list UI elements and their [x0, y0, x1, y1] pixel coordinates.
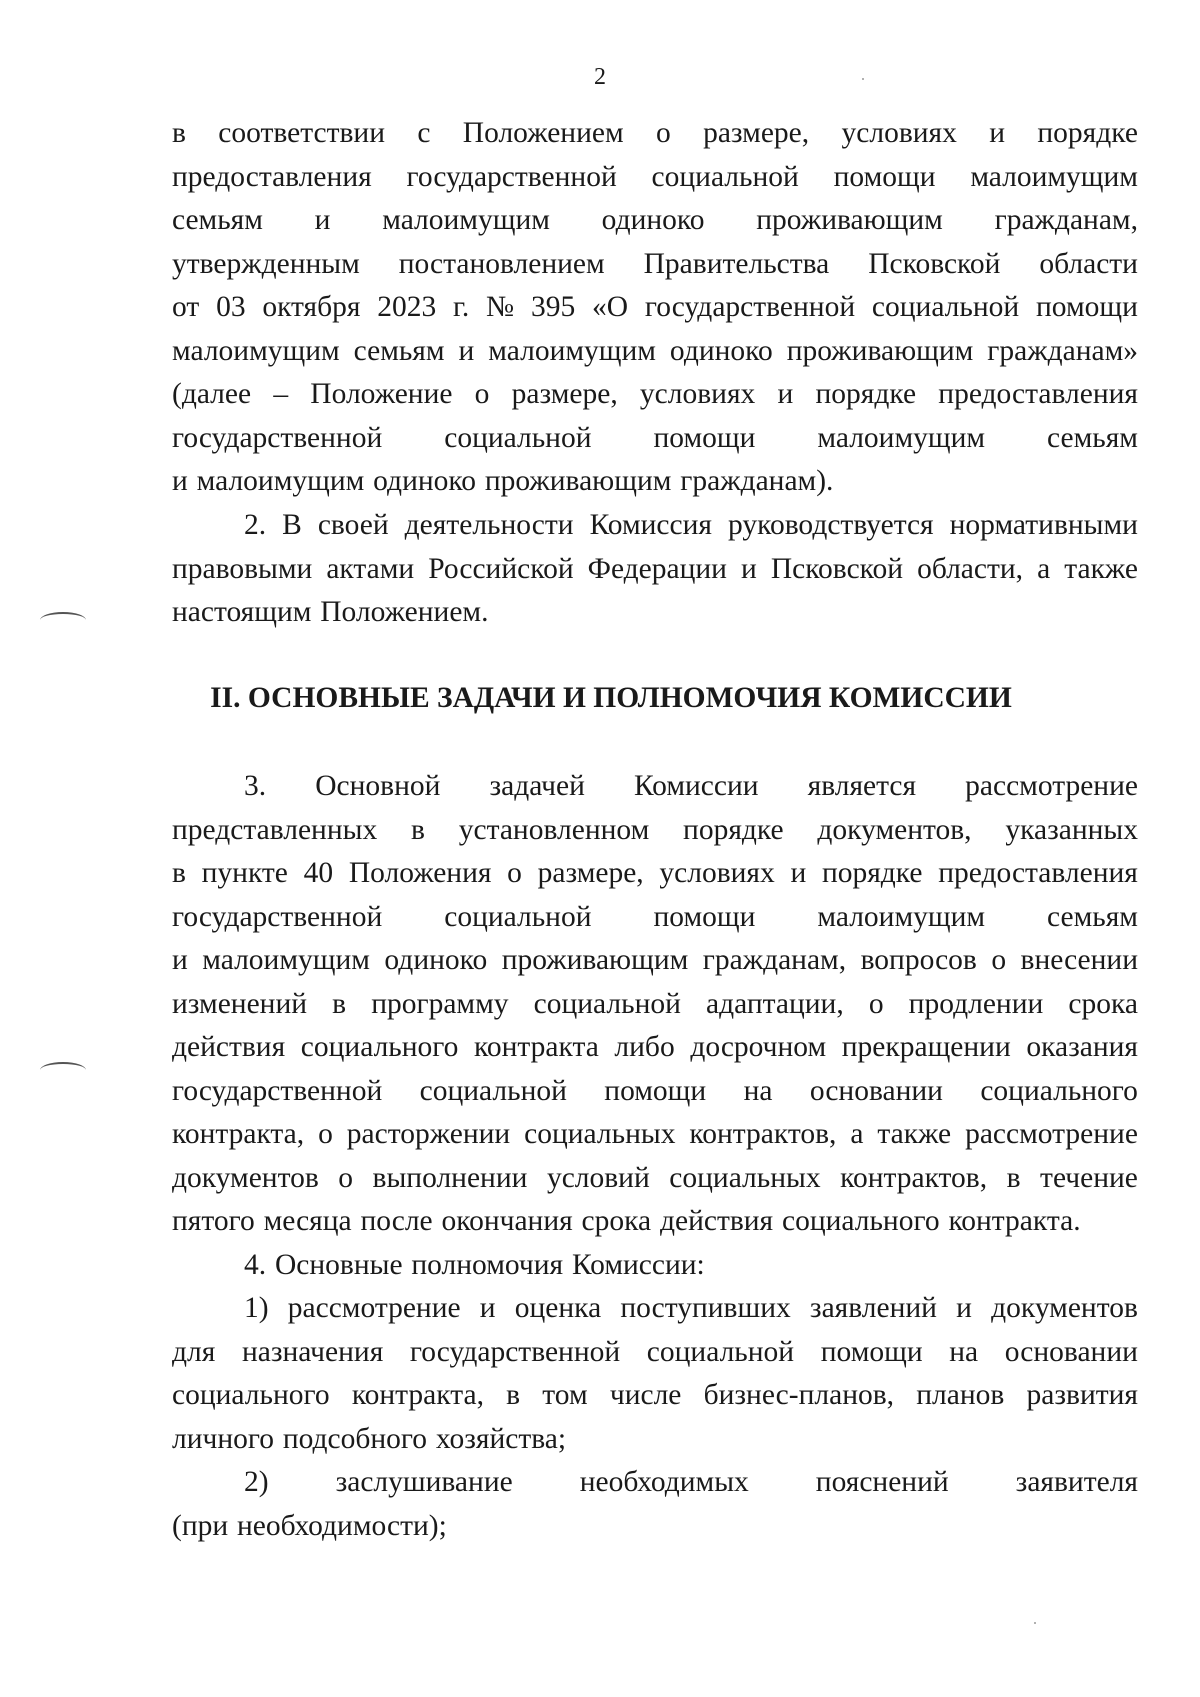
paragraph-c — [172, 765, 1138, 1548]
paragraph-a — [172, 112, 1138, 504]
text-line: 4. Основные полномочия Комиссии: — [244, 1248, 705, 1281]
scan-speck — [1034, 1622, 1036, 1624]
text-line: малоимущим семьям и малоимущим одиноко проживающим гражданам» — [172, 334, 1138, 367]
text-line: семьям и малоимущим одиноко проживающим гражданам, — [172, 204, 1138, 236]
binder-hole-mark — [40, 1062, 86, 1078]
text-line: для назначения государственной социальной помощи на основании — [172, 1335, 1138, 1368]
text-line: и малоимущим одиноко проживающим гражданам, вопросов о внесении — [172, 944, 1138, 976]
text-line: и малоимущим одиноко проживающим гражданам). — [172, 465, 834, 497]
text-line: 2. В своей деятельности Комиссия руководствуется нормативными — [244, 509, 1138, 541]
section-heading: II. ОСНОВНЫЕ ЗАДАЧИ И ПОЛНОМОЧИЯ КОМИССИИ — [210, 682, 1012, 714]
text-line: 3. Основной задачей Комиссии является рассмотрение — [244, 770, 1138, 802]
text-line: правовыми актами Российской Федерации и Псковской области, а также — [172, 552, 1138, 585]
text-line: в соответствии с Положением о размере, условиях и порядке — [172, 117, 1138, 149]
text-line: государственной социальной помощи малоимущим семьям — [172, 900, 1138, 933]
text-line: утвержденным постановлением Правительства Псковской области — [172, 247, 1138, 280]
text-line: 1) рассмотрение и оценка поступивших заявлений и документов — [244, 1292, 1138, 1324]
binder-hole-mark — [40, 612, 86, 628]
text-line: (при необходимости); — [172, 1509, 447, 1542]
text-line: предоставления государственной социальной помощи малоимущим — [172, 160, 1138, 193]
page-number: 2 — [594, 64, 606, 90]
text-line: действия социального контракта либо досрочном прекращении оказания — [172, 1031, 1138, 1063]
scan-speck — [862, 78, 864, 80]
text-line: социального контракта, в том числе бизнес-планов, планов развития — [172, 1379, 1138, 1411]
text-line: 2) заслушивание необходимых пояснений заявителя — [244, 1466, 1138, 1498]
text-line: контракта, о расторжении социальных контрактов, а также рассмотрение — [172, 1118, 1138, 1150]
text-line: от 03 октября 2023 г. № 395 «О государственной социальной помощи — [172, 291, 1138, 323]
text-line: изменений в программу социальной адаптации, о продлении срока — [172, 987, 1138, 1020]
text-line: государственной социальной помощи малоимущим семьям — [172, 421, 1138, 454]
text-line: документов о выполнении условий социальных контрактов, в течение — [172, 1161, 1138, 1194]
text-line: настоящим Положением. — [172, 596, 489, 628]
text-line: представленных в установленном порядке документов, указанных — [172, 813, 1138, 846]
text-line: пятого месяца после окончания срока действия социального контракта. — [172, 1205, 1081, 1237]
text-line: в пункте 40 Положения о размере, условиях и порядке предоставления — [172, 857, 1138, 889]
text-line: личного подсобного хозяйства; — [172, 1422, 567, 1455]
text-line: (далее – Положение о размере, условиях и порядке предоставления — [172, 378, 1138, 410]
text-line: государственной социальной помощи на основании социального — [172, 1074, 1138, 1107]
paragraph-b — [172, 504, 1138, 635]
